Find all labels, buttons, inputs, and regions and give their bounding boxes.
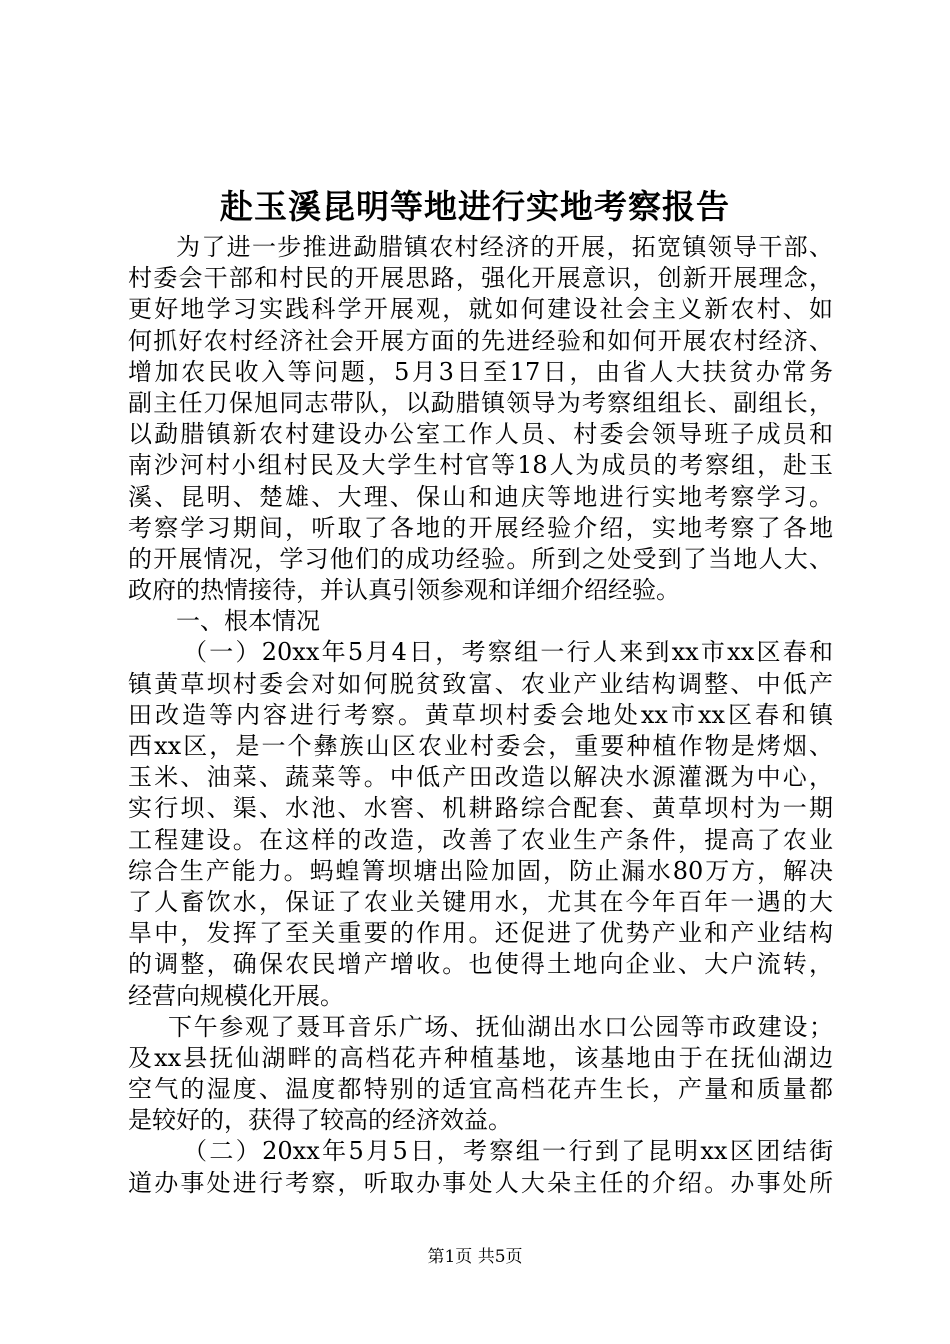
paragraph-line: 综合生产能力。蚂蝗箐坝塘出险加固，防止漏水80万方，解决 [128, 856, 833, 885]
paragraph-line: 的调整，确保农民增产增收。也使得土地向企业、大户流转， [128, 950, 833, 979]
paragraph-line: 考察学习期间，听取了各地的开展经验介绍，实地考察了各地 [128, 513, 833, 542]
paragraph-line: 南沙河村小组村民及大学生村官等18人为成员的考察组，赴玉 [128, 451, 833, 480]
paragraph-line: 为了进一步推进勐腊镇农村经济的开展，拓宽镇领导干部、 [176, 233, 833, 261]
paragraph-line: 溪、昆明、楚雄、大理、保山和迪庆等地进行实地考察学习。 [128, 482, 833, 511]
paragraph-line: 玉米、油菜、蔬菜等。中低产田改造以解决水源灌溉为中心， [128, 763, 833, 792]
paragraph-line: 以勐腊镇新农村建设办公室工作人员、村委会领导班子成员和 [128, 420, 833, 449]
paragraph-line: 的开展情况，学习他们的成功经验。所到之处受到了当地人大、 [128, 544, 833, 573]
paragraph-line: 道办事处进行考察，听取办事处人大朵主任的介绍。办事处所 [128, 1168, 833, 1197]
paragraph-line: 下午参观了聂耳音乐广场、抚仙湖出水口公园等市政建设； [168, 1012, 833, 1041]
page-number: 第1页 共5页 [427, 1247, 523, 1267]
paragraph-line: 何抓好农村经济社会开展方面的先进经验和如何开展农村经济、 [128, 326, 833, 355]
paragraph-line: 副主任刀保旭同志带队，以勐腊镇领导为考察组组长、副组长， [128, 388, 833, 417]
paragraph-line: 西xx区，是一个彝族山区农业村委会，重要种植作物是烤烟、 [128, 732, 833, 760]
paragraph-line: 实行坝、渠、水池、水窖、机耕路综合配套、黄草坝村为一期 [128, 794, 833, 823]
paragraph-line: 了人畜饮水，保证了农业关键用水，尤其在今年百年一遇的大 [128, 887, 833, 916]
paragraph-line: 及xx县抚仙湖畔的高档花卉种植基地，该基地由于在抚仙湖边 [128, 1043, 833, 1072]
paragraph-line: （一）20xx年5月4日，考察组一行人来到xx市xx区春和 [183, 638, 833, 667]
paragraph-line: 是较好的，获得了较高的经济效益。 [128, 1106, 512, 1135]
document-title: 赴玉溪昆明等地进行实地考察报告 [220, 187, 730, 226]
paragraph-line: 空气的湿度、温度都特别的适宜高档花卉生长，产量和质量都 [128, 1075, 833, 1104]
paragraph-line: 田改造等内容进行考察。黄草坝村委会地处xx市xx区春和镇 [128, 700, 833, 729]
section-heading: 一、根本情况 [176, 607, 320, 636]
paragraph-line: 更好地学习实践科学开展观，就如何建设社会主义新农村、如 [128, 295, 833, 324]
paragraph-line: 村委会干部和村民的开展思路，强化开展意识，创新开展理念， [128, 264, 833, 293]
paragraph-line: （二）20xx年5月5日，考察组一行到了昆明xx区团结街 [183, 1137, 833, 1166]
paragraph-line: 工程建设。在这样的改造，改善了农业生产条件，提高了农业 [128, 825, 833, 854]
paragraph-line: 旱中，发挥了至关重要的作用。还促进了优势产业和产业结构 [128, 919, 833, 948]
document-body [128, 232, 833, 1199]
paragraph-line: 经营向规模化开展。 [128, 981, 344, 1010]
paragraph-line: 镇黄草坝村委会对如何脱贫致富、农业产业结构调整、中低产 [128, 669, 833, 698]
paragraph-line: 增加农民收入等问题，5月3日至17日，由省人大扶贫办常务 [128, 357, 833, 386]
paragraph-line: 政府的热情接待，并认真引领参观和详细介绍经验。 [128, 576, 680, 605]
